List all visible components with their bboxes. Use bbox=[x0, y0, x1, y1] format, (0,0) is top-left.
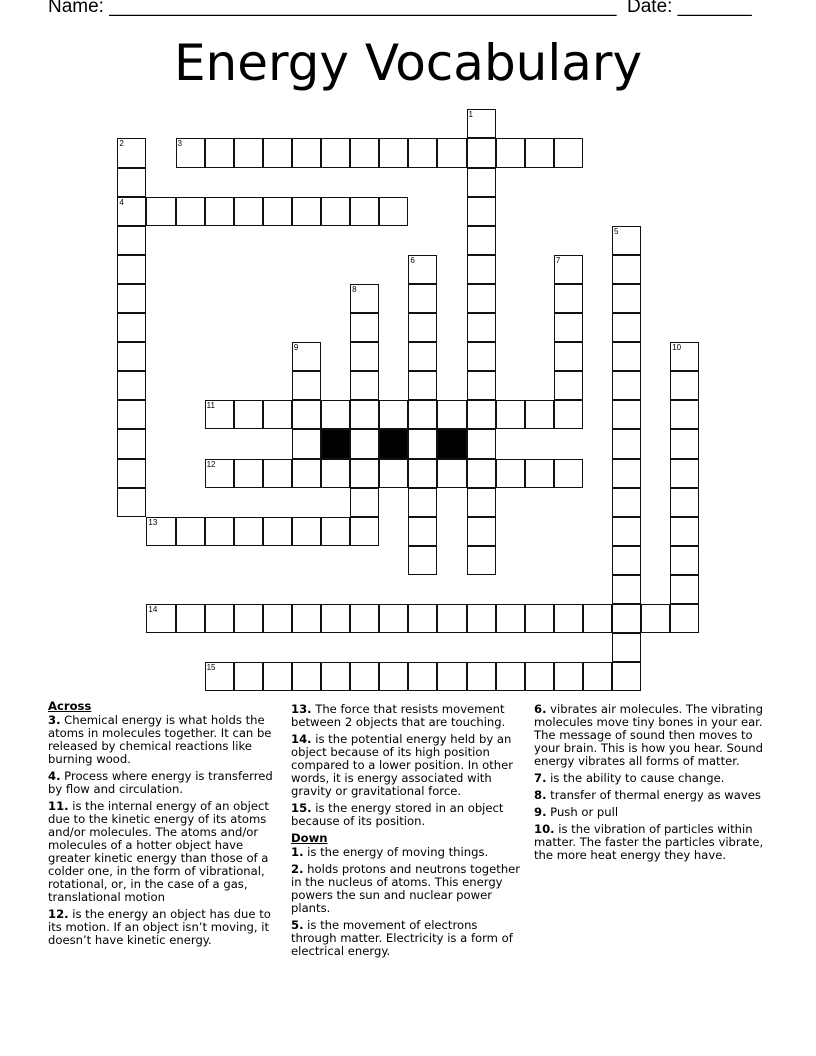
clue-down-6 bbox=[534, 703, 766, 768]
grid-cell[interactable] bbox=[496, 459, 525, 488]
grid-cell[interactable] bbox=[612, 546, 641, 575]
clue-number: 8. bbox=[534, 788, 547, 802]
clue-down-10 bbox=[534, 823, 766, 862]
grid-cell[interactable] bbox=[263, 459, 292, 488]
grid-cell[interactable] bbox=[583, 662, 612, 691]
clues-column-3 bbox=[534, 703, 766, 866]
cell-number: 9 bbox=[293, 343, 299, 353]
cell-number: 5 bbox=[614, 226, 619, 236]
clue-number: 10. bbox=[534, 822, 555, 836]
grid-cell[interactable] bbox=[234, 400, 263, 429]
grid-cell[interactable] bbox=[408, 546, 437, 575]
grid-cell[interactable] bbox=[292, 662, 321, 691]
grid-cell[interactable] bbox=[612, 284, 641, 313]
grid-cell[interactable] bbox=[437, 138, 466, 167]
clue-text: The force that resists movement between 2 objects that are touching. bbox=[291, 702, 506, 729]
clue-number: 9. bbox=[534, 805, 547, 819]
clues-column-2 bbox=[291, 703, 523, 962]
clue-down-2 bbox=[291, 863, 523, 915]
grid-cell[interactable] bbox=[467, 342, 496, 371]
grid-cell[interactable] bbox=[321, 197, 350, 226]
page-title: Energy Vocabulary bbox=[173, 34, 643, 92]
cell-number: 13 bbox=[148, 517, 158, 527]
grid-cell[interactable] bbox=[670, 371, 699, 400]
clue-down-1 bbox=[291, 846, 523, 859]
clue-across-11 bbox=[48, 800, 280, 904]
grid-cell[interactable] bbox=[350, 284, 379, 313]
clue-down-7 bbox=[534, 772, 766, 785]
grid-cell[interactable] bbox=[321, 662, 350, 691]
grid-cell[interactable] bbox=[117, 400, 146, 429]
grid-cell[interactable] bbox=[612, 488, 641, 517]
grid-cell[interactable] bbox=[496, 400, 525, 429]
black-cell bbox=[321, 429, 350, 458]
grid-cell[interactable] bbox=[670, 429, 699, 458]
grid-cell[interactable] bbox=[467, 313, 496, 342]
clue-across-13 bbox=[291, 703, 523, 729]
grid-cell[interactable] bbox=[408, 313, 437, 342]
grid-cell[interactable] bbox=[292, 429, 321, 458]
grid-cell[interactable] bbox=[467, 459, 496, 488]
grid-cell[interactable] bbox=[234, 459, 263, 488]
clue-across-14 bbox=[291, 733, 523, 798]
grid-cell[interactable] bbox=[525, 604, 554, 633]
grid-cell[interactable] bbox=[379, 459, 408, 488]
clue-text: is the potential energy held by an object because of its high position compared to a lower position. In other words, it is energy associated with gravity or gravitational force. bbox=[291, 732, 514, 798]
grid-cell[interactable] bbox=[612, 255, 641, 284]
cell-number: 8 bbox=[352, 284, 357, 294]
grid-cell[interactable] bbox=[117, 197, 146, 226]
grid-cell[interactable] bbox=[146, 197, 175, 226]
grid-cell[interactable] bbox=[612, 662, 641, 691]
grid-cell[interactable] bbox=[408, 342, 437, 371]
clue-text: Process where energy is transferred by flow and circulation. bbox=[48, 769, 273, 796]
grid-cell[interactable] bbox=[554, 255, 583, 284]
clue-across-3 bbox=[48, 714, 280, 766]
grid-cell[interactable] bbox=[467, 226, 496, 255]
grid-cell[interactable] bbox=[234, 604, 263, 633]
clues-column-1 bbox=[48, 700, 280, 951]
grid-cell[interactable] bbox=[554, 371, 583, 400]
grid-cell[interactable] bbox=[554, 284, 583, 313]
cell-number: 6 bbox=[410, 255, 415, 265]
across-heading: Across bbox=[48, 699, 92, 713]
grid-cell[interactable] bbox=[205, 138, 234, 167]
grid-cell[interactable] bbox=[321, 604, 350, 633]
grid-cell[interactable] bbox=[612, 575, 641, 604]
grid-cell[interactable] bbox=[525, 400, 554, 429]
grid-cell[interactable] bbox=[263, 517, 292, 546]
black-cell bbox=[379, 429, 408, 458]
grid-cell[interactable] bbox=[408, 517, 437, 546]
cell-number: 3 bbox=[177, 139, 182, 149]
grid-cell[interactable] bbox=[117, 313, 146, 342]
grid-cell[interactable] bbox=[408, 488, 437, 517]
grid-cell[interactable] bbox=[263, 138, 292, 167]
grid-cell[interactable] bbox=[117, 488, 146, 517]
grid-cell[interactable] bbox=[437, 459, 466, 488]
clue-number: 14. bbox=[291, 732, 312, 746]
grid-cell[interactable] bbox=[612, 459, 641, 488]
cell-number: 12 bbox=[206, 459, 216, 469]
grid-cell[interactable] bbox=[670, 400, 699, 429]
clue-text: is the ability to cause change. bbox=[546, 771, 725, 785]
cell-number: 1 bbox=[468, 110, 473, 120]
grid-cell[interactable] bbox=[467, 138, 496, 167]
clue-across-15 bbox=[291, 802, 523, 828]
grid-cell[interactable] bbox=[350, 488, 379, 517]
clue-text: is the energy of moving things. bbox=[303, 845, 489, 859]
grid-cell[interactable] bbox=[670, 459, 699, 488]
clue-text: Push or pull bbox=[546, 805, 619, 819]
cell-number: 7 bbox=[555, 255, 561, 265]
grid-cell[interactable] bbox=[612, 400, 641, 429]
clue-number: 15. bbox=[291, 801, 312, 815]
name-field[interactable]: Name: ________________________________________________ bbox=[48, 0, 617, 17]
grid-cell[interactable] bbox=[234, 517, 263, 546]
grid-cell[interactable] bbox=[176, 197, 205, 226]
grid-cell[interactable] bbox=[467, 371, 496, 400]
grid-cell[interactable] bbox=[146, 604, 175, 633]
grid-cell[interactable] bbox=[263, 662, 292, 691]
grid-cell[interactable] bbox=[408, 604, 437, 633]
grid-cell[interactable] bbox=[350, 517, 379, 546]
grid-cell[interactable] bbox=[408, 138, 437, 167]
grid-cell[interactable] bbox=[554, 313, 583, 342]
grid-cell[interactable] bbox=[321, 517, 350, 546]
clue-text: is the vibration of particles within matter. The faster the particles vibrate, the more heat energy they have. bbox=[534, 822, 764, 862]
grid-cell[interactable] bbox=[467, 284, 496, 313]
grid-cell[interactable] bbox=[350, 459, 379, 488]
grid-cell[interactable] bbox=[408, 255, 437, 284]
grid-cell[interactable] bbox=[117, 255, 146, 284]
grid-cell[interactable] bbox=[467, 109, 496, 138]
grid-cell[interactable] bbox=[292, 342, 321, 371]
clue-number: 3. bbox=[48, 713, 61, 727]
grid-cell[interactable] bbox=[379, 197, 408, 226]
grid-cell[interactable] bbox=[641, 604, 670, 633]
grid-cell[interactable] bbox=[234, 138, 263, 167]
clue-text: Chemical energy is what holds the atoms in molecules together. It can be released by chemical reactions like burning wood. bbox=[48, 713, 272, 766]
grid-cell[interactable] bbox=[554, 459, 583, 488]
grid-cell[interactable] bbox=[117, 459, 146, 488]
grid-cell[interactable] bbox=[612, 517, 641, 546]
grid-cell[interactable] bbox=[670, 546, 699, 575]
grid-cell[interactable] bbox=[437, 662, 466, 691]
grid-cell[interactable] bbox=[117, 429, 146, 458]
grid-cell[interactable] bbox=[176, 517, 205, 546]
grid-cell[interactable] bbox=[612, 429, 641, 458]
grid-cell[interactable] bbox=[117, 284, 146, 313]
grid-cell[interactable] bbox=[205, 662, 234, 691]
grid-cell[interactable] bbox=[525, 662, 554, 691]
clue-text: transfer of thermal energy as waves bbox=[546, 788, 761, 802]
clue-down-5 bbox=[291, 919, 523, 958]
grid-cell[interactable] bbox=[670, 342, 699, 371]
grid-cell[interactable] bbox=[554, 662, 583, 691]
grid-cell[interactable] bbox=[292, 371, 321, 400]
clue-number: 13. bbox=[291, 702, 312, 716]
grid-cell[interactable] bbox=[321, 138, 350, 167]
clue-text: holds protons and neutrons together in the nucleus of atoms. This energy powers the sun and nuclear power plants. bbox=[291, 862, 521, 915]
grid-cell[interactable] bbox=[467, 400, 496, 429]
grid-cell[interactable] bbox=[117, 342, 146, 371]
clue-number: 5. bbox=[291, 918, 304, 932]
grid-cell[interactable] bbox=[263, 604, 292, 633]
grid-cell[interactable] bbox=[205, 197, 234, 226]
grid-cell[interactable] bbox=[437, 400, 466, 429]
grid-cell[interactable] bbox=[612, 371, 641, 400]
grid-cell[interactable] bbox=[408, 429, 437, 458]
cell-number: 2 bbox=[119, 139, 124, 149]
grid-cell[interactable] bbox=[379, 604, 408, 633]
grid-cell[interactable] bbox=[554, 138, 583, 167]
grid-cell[interactable] bbox=[292, 197, 321, 226]
grid-cell[interactable] bbox=[321, 400, 350, 429]
clue-text: is the energy an object has due to its motion. If an object isn’t moving, it doesn’t have kinetic energy. bbox=[48, 907, 271, 947]
grid-cell[interactable] bbox=[292, 459, 321, 488]
clue-down-8 bbox=[534, 789, 766, 802]
grid-cell[interactable] bbox=[408, 400, 437, 429]
grid-cell[interactable] bbox=[350, 371, 379, 400]
clue-number: 6. bbox=[534, 702, 547, 716]
grid-cell[interactable] bbox=[467, 517, 496, 546]
grid-cell[interactable] bbox=[292, 400, 321, 429]
grid-cell[interactable] bbox=[612, 604, 641, 633]
grid-cell[interactable] bbox=[467, 255, 496, 284]
grid-cell[interactable] bbox=[263, 197, 292, 226]
clue-down-9 bbox=[534, 806, 766, 819]
grid-cell[interactable] bbox=[176, 604, 205, 633]
grid-cell[interactable] bbox=[379, 662, 408, 691]
grid-cell[interactable] bbox=[379, 400, 408, 429]
grid-cell[interactable] bbox=[117, 168, 146, 197]
clue-number: 2. bbox=[291, 862, 304, 876]
grid-cell[interactable] bbox=[408, 371, 437, 400]
grid-cell[interactable] bbox=[554, 400, 583, 429]
grid-cell[interactable] bbox=[670, 488, 699, 517]
clue-text: is the internal energy of an object due to the kinetic energy of its atoms and/or molecules. The atoms and/or molecules of a hotter object have greater kinetic energy than those of a colder one, in the form of vibrational, rotational, or, in the case of a gas, translational motion bbox=[48, 799, 269, 904]
grid-cell[interactable] bbox=[554, 604, 583, 633]
grid-cell[interactable] bbox=[670, 604, 699, 633]
grid-cell[interactable] bbox=[612, 226, 641, 255]
clue-text: vibrates air molecules. The vibrating molecules move tiny bones in your ear. The message of sound then moves to your brain. This is how you hear. Sound energy vibrates all forms of matter. bbox=[534, 702, 764, 768]
grid-cell[interactable] bbox=[292, 604, 321, 633]
cell-number: 14 bbox=[148, 605, 158, 614]
grid-cell[interactable] bbox=[496, 662, 525, 691]
clue-number: 1. bbox=[291, 845, 304, 859]
grid-cell[interactable] bbox=[612, 313, 641, 342]
clue-number: 4. bbox=[48, 769, 61, 783]
grid-cell[interactable] bbox=[467, 546, 496, 575]
grid-cell[interactable] bbox=[117, 371, 146, 400]
grid-cell[interactable] bbox=[467, 197, 496, 226]
grid-cell[interactable] bbox=[612, 633, 641, 662]
grid-cell[interactable] bbox=[263, 400, 292, 429]
grid-cell[interactable] bbox=[234, 662, 263, 691]
cell-number: 11 bbox=[206, 401, 215, 411]
grid-cell[interactable] bbox=[554, 342, 583, 371]
date-field[interactable]: Date: _______ bbox=[627, 0, 752, 17]
grid-cell[interactable] bbox=[350, 662, 379, 691]
grid-cell[interactable] bbox=[205, 400, 234, 429]
grid-cell[interactable] bbox=[321, 459, 350, 488]
grid-cell[interactable] bbox=[205, 604, 234, 633]
grid-cell[interactable] bbox=[350, 197, 379, 226]
grid-cell[interactable] bbox=[379, 138, 408, 167]
grid-cell[interactable] bbox=[350, 429, 379, 458]
grid-cell[interactable] bbox=[408, 662, 437, 691]
grid-cell[interactable] bbox=[496, 604, 525, 633]
clue-across-4 bbox=[48, 770, 280, 796]
grid-cell[interactable] bbox=[292, 138, 321, 167]
clue-text: is the energy stored in an object because of its position. bbox=[291, 801, 504, 828]
grid-cell[interactable] bbox=[525, 138, 554, 167]
grid-cell[interactable] bbox=[146, 517, 175, 546]
grid-cell[interactable] bbox=[467, 168, 496, 197]
grid-cell[interactable] bbox=[408, 459, 437, 488]
grid-cell[interactable] bbox=[205, 517, 234, 546]
grid-cell[interactable] bbox=[467, 662, 496, 691]
cell-number: 10 bbox=[672, 343, 682, 353]
down-heading: Down bbox=[291, 831, 328, 845]
grid-cell[interactable] bbox=[670, 575, 699, 604]
black-cell bbox=[437, 429, 466, 458]
grid-cell[interactable] bbox=[205, 459, 234, 488]
grid-cell[interactable] bbox=[583, 604, 612, 633]
grid-cell[interactable] bbox=[496, 138, 525, 167]
grid-cell[interactable] bbox=[467, 488, 496, 517]
grid-cell[interactable] bbox=[612, 342, 641, 371]
grid-cell[interactable] bbox=[350, 400, 379, 429]
grid-cell[interactable] bbox=[176, 138, 205, 167]
clue-across-12 bbox=[48, 908, 280, 947]
clue-number: 12. bbox=[48, 907, 69, 921]
grid-cell[interactable] bbox=[467, 429, 496, 458]
grid-cell[interactable] bbox=[117, 138, 146, 167]
grid-cell[interactable] bbox=[234, 197, 263, 226]
grid-cell[interactable] bbox=[467, 604, 496, 633]
grid-cell[interactable] bbox=[350, 138, 379, 167]
grid-cell[interactable] bbox=[292, 517, 321, 546]
grid-cell[interactable] bbox=[525, 459, 554, 488]
grid-cell[interactable] bbox=[350, 342, 379, 371]
grid-cell[interactable] bbox=[670, 517, 699, 546]
grid-cell[interactable] bbox=[350, 313, 379, 342]
grid-cell[interactable] bbox=[437, 604, 466, 633]
grid-cell[interactable] bbox=[408, 284, 437, 313]
clue-text: is the movement of electrons through matter. Electricity is a form of electrical energy. bbox=[291, 918, 513, 958]
clue-number: 11. bbox=[48, 799, 69, 813]
cell-number: 15 bbox=[206, 663, 216, 673]
grid-cell[interactable] bbox=[350, 604, 379, 633]
clue-number: 7. bbox=[534, 771, 547, 785]
cell-number: 4 bbox=[119, 197, 124, 207]
grid-cell[interactable] bbox=[117, 226, 146, 255]
